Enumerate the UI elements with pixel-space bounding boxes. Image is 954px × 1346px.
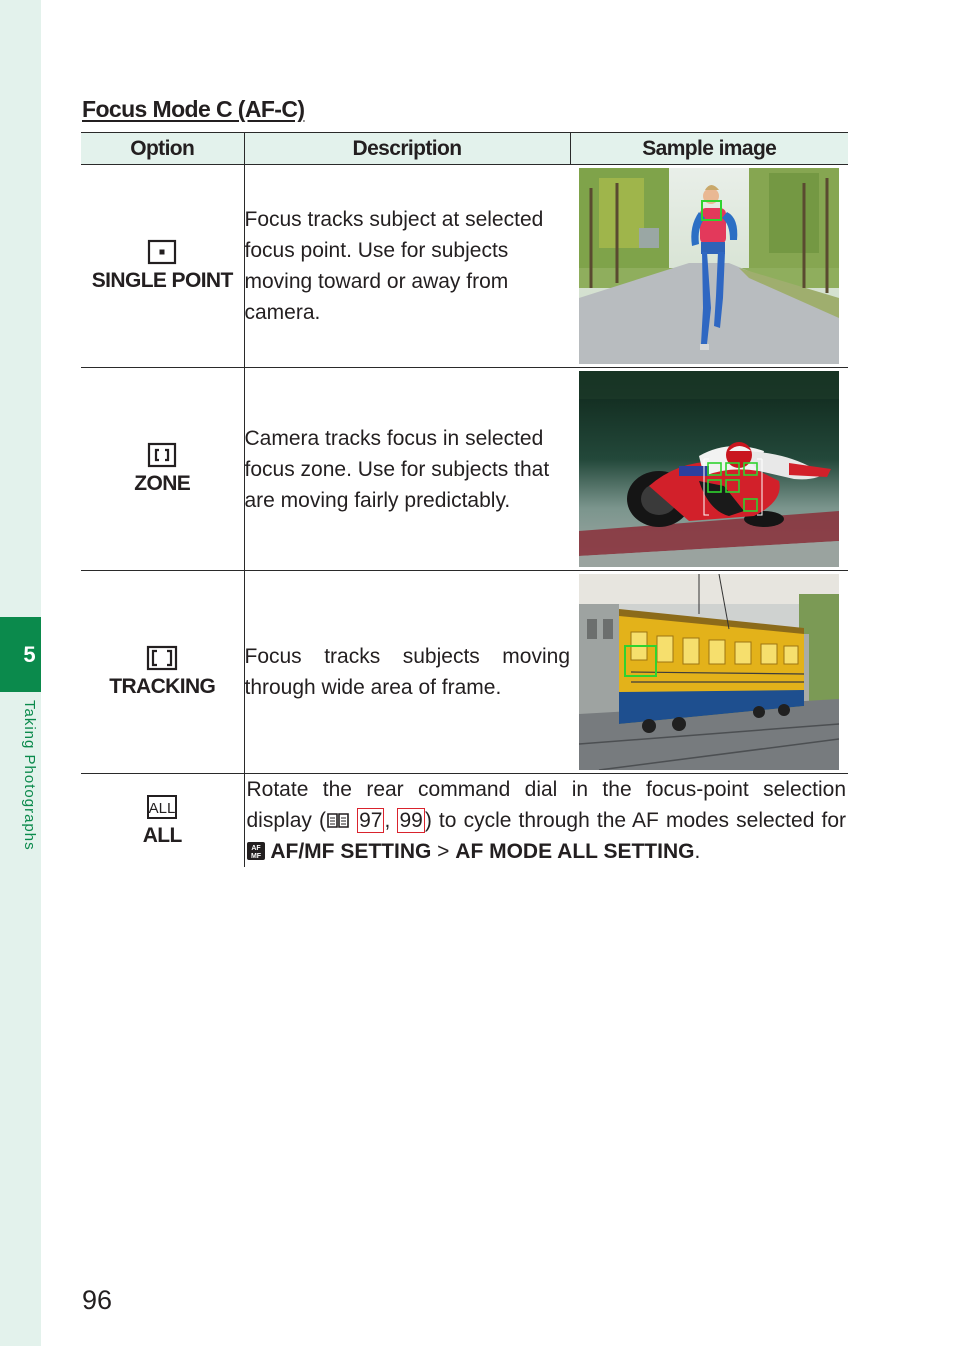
option-label: ALL — [142, 823, 182, 847]
af-mf-menu-icon — [247, 842, 265, 860]
svg-text:AF: AF — [250, 845, 261, 852]
options-table — [81, 132, 848, 867]
zone-icon — [145, 442, 179, 468]
motorcycle-racer-photo — [579, 371, 839, 567]
page-ref-link[interactable]: 99 — [399, 809, 423, 832]
yellow-tram-photo — [579, 574, 839, 770]
chapter-name: Taking Photographs — [21, 700, 38, 851]
table-header-row — [81, 133, 848, 165]
svg-text:ALL: ALL — [148, 799, 176, 817]
all-text-before: Rotate the rear command dial in the focus-point selection display ( — [246, 778, 846, 832]
page-ref-link[interactable]: 97 — [359, 809, 383, 832]
chapter-number: 5 — [23, 641, 36, 667]
sample-image-cell — [570, 368, 848, 571]
all-icon — [145, 794, 179, 820]
option-label: SINGLE POINT — [91, 269, 233, 292]
table-row — [81, 165, 848, 368]
section-title: Focus Mode C (AF-C) — [82, 96, 305, 122]
option-cell — [81, 774, 244, 868]
single-point-icon — [145, 239, 179, 265]
page-number: 96 — [82, 1285, 113, 1315]
table-row — [81, 368, 848, 571]
book-icon — [326, 811, 350, 829]
option-cell — [81, 368, 244, 571]
table-row — [81, 774, 848, 868]
option-cell — [81, 571, 244, 774]
sample-image-cell — [570, 571, 848, 774]
option-cell — [81, 165, 244, 368]
all-description-cell — [244, 774, 848, 868]
option-label: TRACKING — [109, 675, 216, 698]
sentence-end: . — [694, 840, 701, 863]
menu-item-af-mf-setting: AF/MF SETTING — [270, 840, 432, 863]
menu-separator: > — [431, 840, 456, 863]
tracking-icon — [145, 645, 179, 671]
description-cell: Camera tracks focus in selected focus zone. Use for subjects that are moving fairly predictably. — [244, 368, 570, 571]
menu-item-af-mode-all-setting: AF MODE ALL SETTING — [455, 840, 695, 863]
running-woman-photo — [579, 168, 839, 364]
ref-separator: , — [384, 809, 398, 832]
sample-image-cell — [570, 165, 848, 368]
all-text-after: ) to cycle through the AF modes selected for — [424, 809, 847, 832]
header-option: Option — [81, 133, 244, 165]
chapter-tab — [0, 617, 41, 692]
option-label: ZONE — [134, 472, 191, 495]
table-row — [81, 571, 848, 774]
description-cell: Focus tracks subject at selected focus point. Use for subjects moving toward or away from camera. — [244, 165, 570, 368]
svg-text:MF: MF — [250, 853, 261, 860]
description-cell: Focus tracks subjects moving through wide area of frame. — [244, 571, 570, 774]
header-description: Description — [244, 133, 570, 165]
header-sample-image: Sample image — [570, 133, 848, 165]
